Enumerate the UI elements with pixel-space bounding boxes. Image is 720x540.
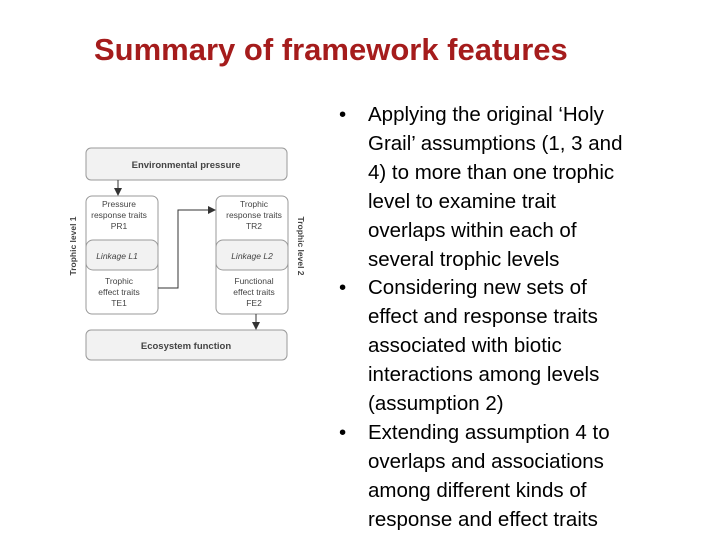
te1-line1: Trophic <box>104 276 134 286</box>
bullet-line: Applying the original ‘Holy <box>368 103 604 126</box>
pr1-code: PR1 <box>110 221 128 231</box>
bullet-line: several trophic levels <box>368 247 560 271</box>
bullet-marker: • <box>339 276 347 300</box>
bullet-line: (assumption 2) <box>368 392 504 416</box>
te1-code: TE1 <box>111 298 127 308</box>
trophic-level-1-label: Trophic level 1 <box>68 216 78 276</box>
framework-diagram <box>64 140 314 366</box>
bullet-line: Considering new sets of <box>368 276 587 300</box>
tr2-line2: response traits <box>226 210 282 220</box>
te1-line2: effect traits <box>98 287 140 297</box>
arrow-te1-to-tr2 <box>158 210 215 288</box>
bullet-marker: • <box>339 420 347 444</box>
pr1-line2: response traits <box>91 210 147 220</box>
bullet-line: 4) to more than one trophic <box>368 160 615 184</box>
ecosystem-function-label: Ecosystem function <box>140 341 232 352</box>
bullet-item <box>334 419 720 535</box>
bullet-line: level to examine trait <box>368 189 557 213</box>
framework-diagram-svg <box>64 140 314 366</box>
linkage-l2-label: Linkage L2 <box>231 251 273 261</box>
bullet-marker: • <box>339 103 347 126</box>
pr1-line1: Pressure <box>101 199 137 209</box>
bullet-line: response and effect traits <box>368 507 598 531</box>
bullet-line: overlaps within each of <box>368 218 577 242</box>
slide-title: Summary of framework features <box>94 32 568 67</box>
bullet-line: Extending assumption 4 to <box>368 420 610 444</box>
bullet-item <box>334 274 720 419</box>
environmental-pressure-label: Environmental pressure <box>131 160 241 171</box>
bullet-line: among different kinds of <box>368 478 587 502</box>
bullet-line: interactions among levels <box>368 363 600 387</box>
fe2-code: FE2 <box>246 298 262 308</box>
tr2-code: TR2 <box>245 221 263 231</box>
bullet-line: effect and response traits <box>368 305 598 329</box>
bullet-line: Grail’ assumptions (1, 3 and <box>368 131 623 155</box>
fe2-line1: Functional <box>234 276 274 286</box>
bullet-list <box>334 101 720 535</box>
fe2-line2: effect traits <box>233 287 275 297</box>
linkage-l1-label: Linkage L1 <box>96 251 138 261</box>
bullet-item <box>334 101 720 274</box>
trophic-level-2-label: Trophic level 2 <box>296 216 306 276</box>
tr2-line1: Trophic <box>239 199 269 209</box>
bullet-line: overlaps and associations <box>368 449 604 473</box>
bullet-line: associated with biotic <box>368 334 562 358</box>
